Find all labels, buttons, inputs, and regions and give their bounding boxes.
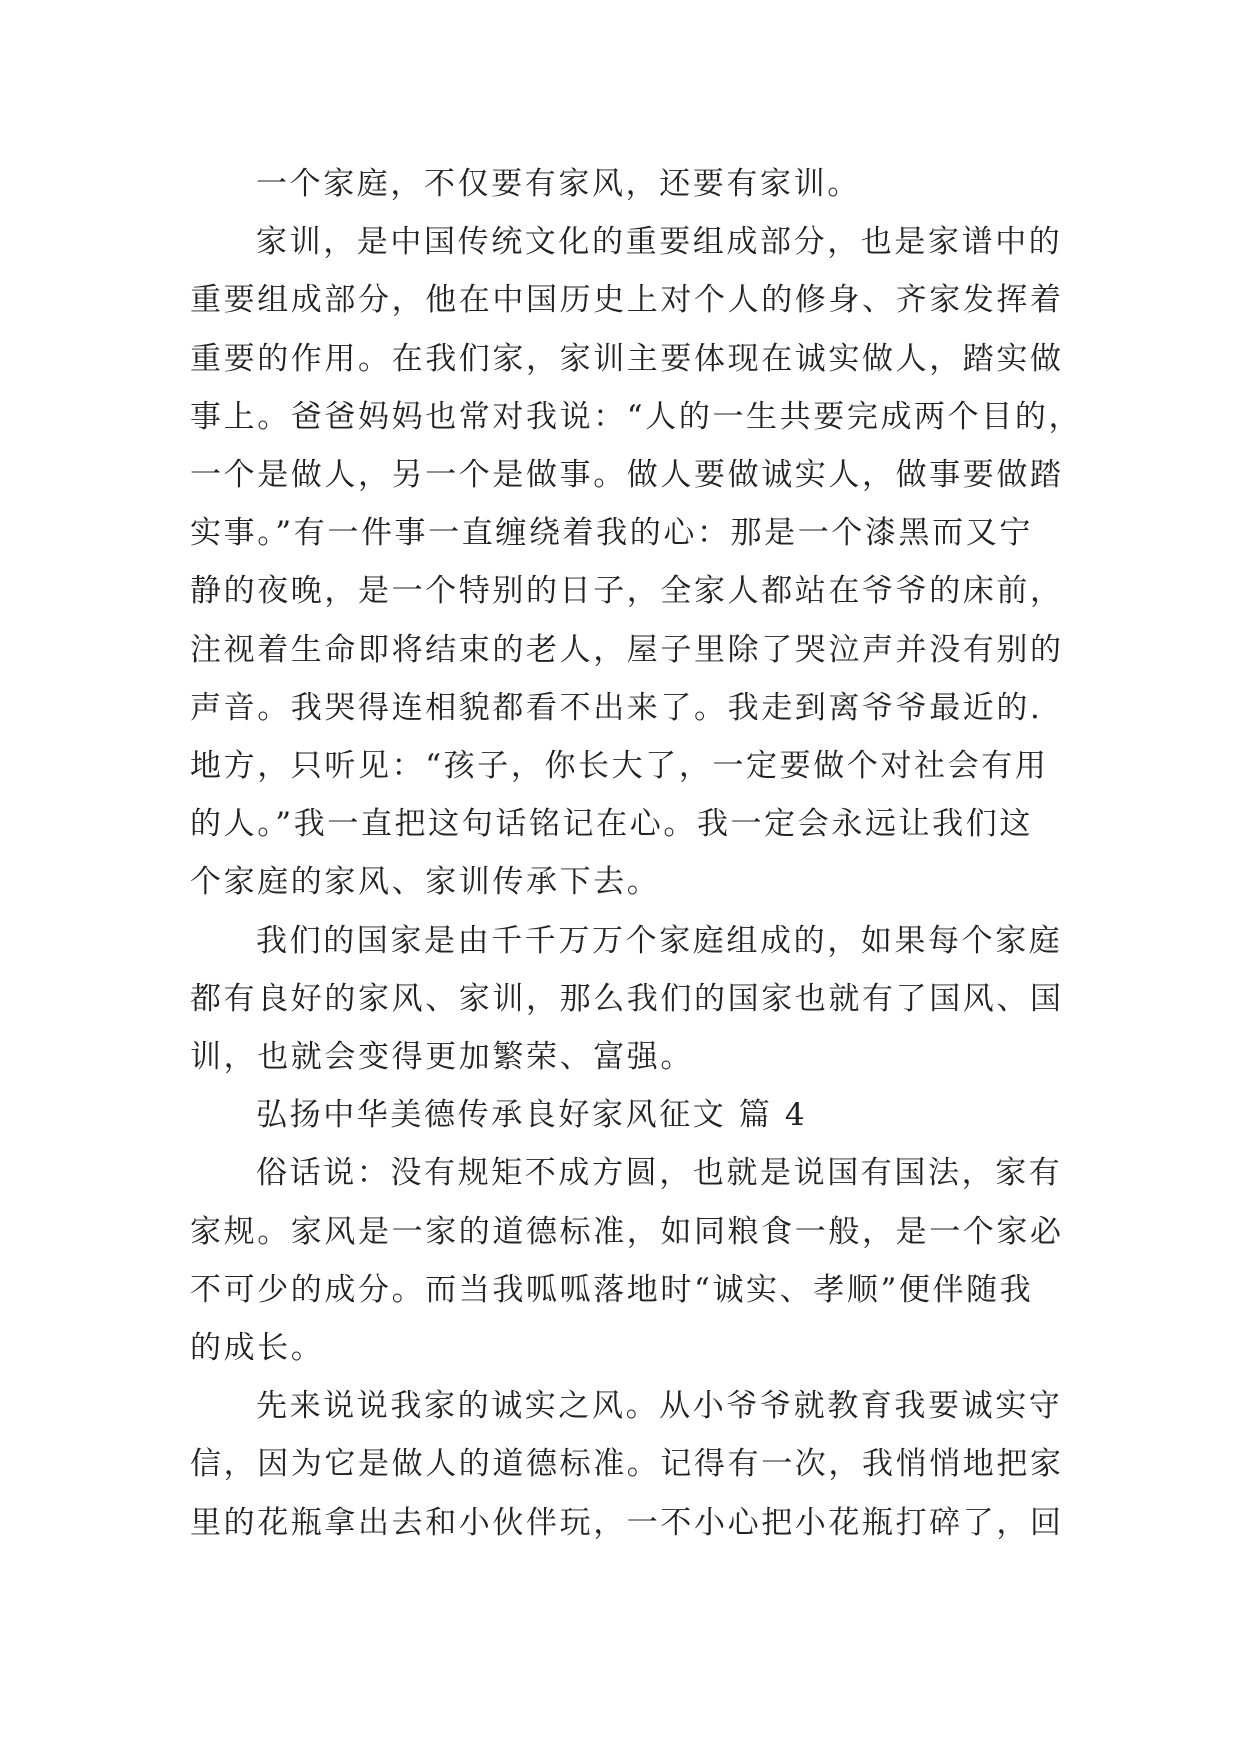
section-heading: 弘扬中华美德传承良好家风征文 篇 4 [256, 1097, 808, 1134]
text-line: 先来说说我家的诚实之风。从小爷爷就教育我要诚实守 [256, 1388, 1063, 1425]
text-line: 重要组成部分，他在中国历史上对个人的修身、齐家发挥着 [190, 282, 1064, 319]
text-line: 我们的国家是由千千万万个家庭组成的，如果每个家庭 [256, 922, 1063, 959]
text-line: 实事。”有一件事一直缠绕着我的心：那是一个漆黑而又宁 [190, 515, 1033, 552]
document-body [190, 155, 1083, 1552]
text-line: 里的花瓶拿出去和小伙伴玩，一不小心把小花瓶打碎了，回 [190, 1504, 1064, 1541]
text-line: 训，也就会变得更加繁荣、富强。 [190, 1039, 694, 1076]
text-line: 信，因为它是做人的道德标准。记得有一次，我悄悄地把家 [190, 1446, 1064, 1483]
text-line: 一个是做人，另一个是做事。做人要做诚实人，做事要做踏 [190, 457, 1064, 494]
text-line: 重要的作用。在我们家，家训主要体现在诚实做人，踏实做 [190, 340, 1064, 377]
text-line: 一个家庭，不仅要有家风，还要有家训。 [256, 166, 861, 202]
text-line: 事上。爸爸妈妈也常对我说：“人的一生共要完成两个目的， [190, 398, 1083, 435]
text-line: 声音。我哭得连相貌都看不出来了。我走到离爷爷最近的. [190, 689, 1043, 726]
text-line: 俗话说：没有规矩不成方圆，也就是说国有国法，家有 [256, 1155, 1063, 1192]
text-line: 注视着生命即将结束的老人，屋子里除了哭泣声并没有别的 [190, 631, 1064, 668]
text-line: 的人。”我一直把这句话铭记在心。我一定会永远让我们这 [190, 806, 1033, 843]
text-line: 个家庭的家风、家训传承下去。 [190, 864, 661, 901]
text-line: 静的夜晚，是一个特别的日子，全家人都站在爷爷的床前， [190, 573, 1064, 610]
text-line: 家训，是中国传统文化的重要组成部分，也是家谱中的 [256, 224, 1063, 261]
text-line: 不可少的成分。而当我呱呱落地时“诚实、孝顺”便伴随我 [190, 1271, 1034, 1308]
text-line: 的成长。 [190, 1330, 325, 1367]
text-line: 都有良好的家风、家训，那么我们的国家也就有了国风、国 [190, 980, 1064, 1017]
text-line: 家规。家风是一家的道德标准，如同粮食一般，是一个家必 [190, 1213, 1064, 1250]
text-line: 地方，只听见：“孩子，你长大了，一定要做个对社会有用 [190, 748, 1049, 785]
